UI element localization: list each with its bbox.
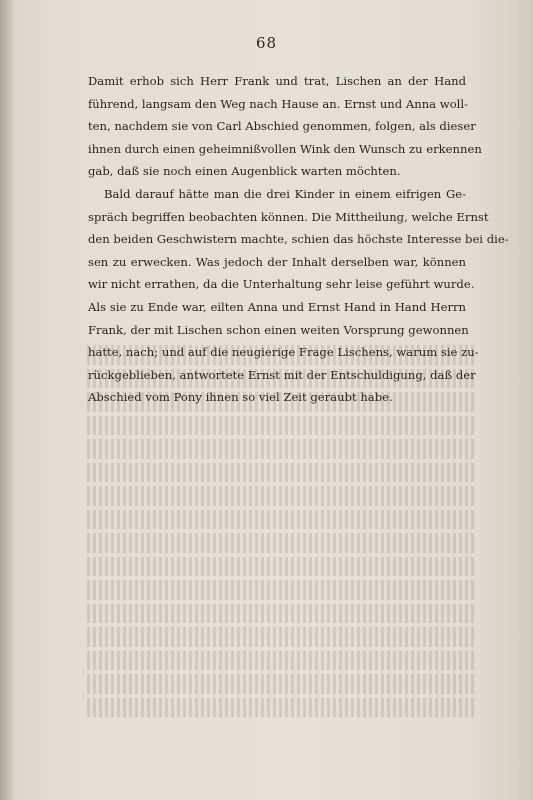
text-line: Abschied vom Pony ihnen so viel Zeit geraubt habe. bbox=[88, 390, 393, 405]
text-line: ten, nachdem sie von Carl Abschied genommen, folgen, als dieser bbox=[88, 119, 476, 134]
text-line: Als sie zu Ende war, eilten Anna und Ernst Hand in Hand Herrn bbox=[88, 299, 466, 314]
paragraph-1 bbox=[88, 70, 482, 183]
text-line: rückgeblieben, antwortete Ernst mit der Entschuldigung, daß der bbox=[88, 367, 476, 382]
text-line: sen zu erwecken. Was jedoch der Inhalt derselben war, können bbox=[88, 254, 466, 269]
page-number: 68 bbox=[255, 34, 278, 52]
text-line: hatte, nach; und auf die neugierige Frage Lischens, warum sie zu- bbox=[88, 345, 479, 360]
paragraph-2 bbox=[88, 183, 509, 409]
text-line: Bald darauf hätte man die drei Kinder in einem eifrigen Ge- bbox=[104, 186, 466, 201]
text-line: gab, daß sie noch einen Augenblick warten möchten. bbox=[88, 164, 401, 179]
text-line: wir nicht errathen, da die Unterhaltung sehr leise geführt wurde. bbox=[88, 277, 475, 292]
text-line: Damit erhob sich Herr Frank und trat, Lischen an der Hand bbox=[88, 74, 466, 88]
text-line: spräch begriffen beobachten können. Die Mittheilung, welche Ernst bbox=[88, 209, 489, 224]
text-line: ihnen durch einen geheimnißvollen Wink den Wunsch zu erkennen bbox=[88, 141, 482, 156]
text-line: den beiden Geschwistern machte, schien das höchste Interesse bei die- bbox=[88, 232, 509, 247]
text-line: Frank, der mit Lischen schon einen weiten Vorsprung gewonnen bbox=[88, 322, 469, 337]
body-text bbox=[88, 70, 509, 409]
page-gutter-shadow bbox=[0, 0, 14, 800]
text-line: führend, langsam den Weg nach Hause an. Ernst und Anna woll- bbox=[88, 96, 469, 111]
